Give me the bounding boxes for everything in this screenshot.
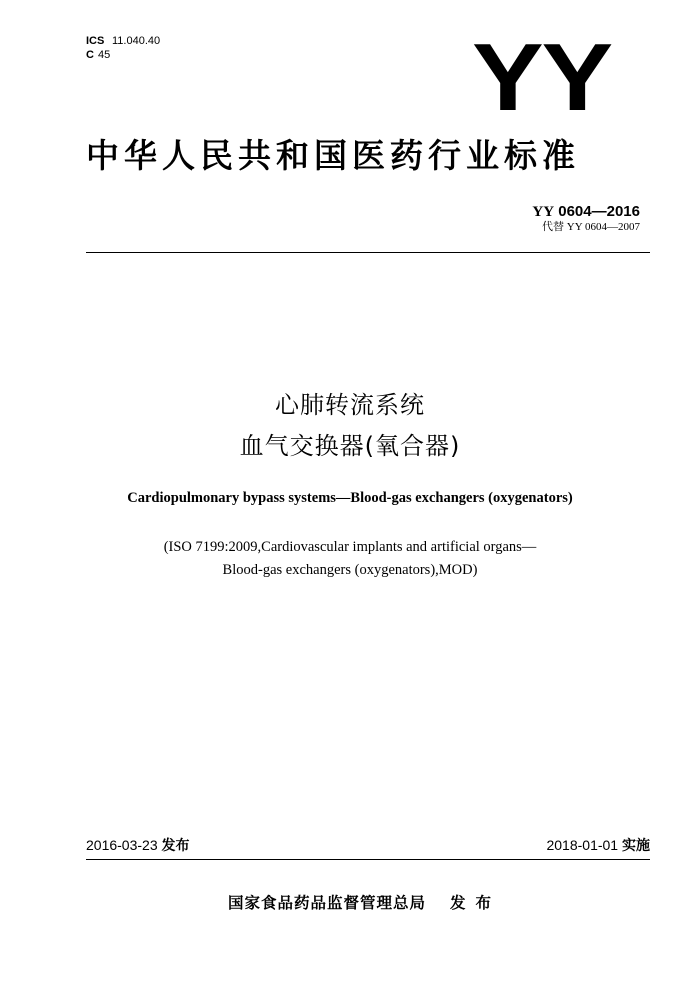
replaces-standard — [542, 221, 640, 234]
effective-date — [546, 836, 650, 855]
standard-number — [532, 203, 640, 221]
bottom-divider — [86, 859, 650, 860]
ics-code-row — [86, 34, 160, 48]
issuer — [228, 893, 501, 913]
yy-logo: YY — [472, 24, 611, 131]
iso-reference-line2: Blood-gas exchangers (oxygenators),MOD) — [222, 562, 478, 578]
ccs-label: C — [86, 49, 94, 61]
standard-prefix: YY — [532, 204, 555, 220]
issuer-name: 国家食品药品监督管理总局 — [228, 894, 427, 912]
title-zh-line2: 血气交换器(氧合器) — [239, 432, 461, 460]
effective-date-value: 2018-01-01 — [546, 837, 619, 853]
title-zh-line1: 心肺转流系统 — [275, 391, 425, 419]
iso-reference-line1: (ISO 7199:2009,Cardiovascular implants and artificial organs— — [163, 539, 537, 555]
replaces-label: 代替 — [542, 221, 565, 233]
issue-date — [86, 836, 190, 855]
issuer-action: 发布 — [450, 894, 502, 912]
classification-codes — [86, 34, 160, 62]
effective-date-label: 实施 — [622, 838, 650, 854]
issue-date-label: 发布 — [161, 838, 190, 854]
ccs-code-row — [86, 48, 160, 62]
title-en: Cardiopulmonary bypass systems—Blood-gas exchangers (oxygenators) — [127, 490, 573, 506]
ics-value: 11.040.40 — [112, 35, 161, 47]
ics-label: ICS — [86, 35, 105, 47]
replaces-value: YY 0604—2007 — [566, 221, 640, 233]
issuing-category-title: 中华人民共和国医药行业标准 — [86, 136, 580, 175]
standard-number-value: 0604—2016 — [558, 203, 640, 220]
ccs-value: 45 — [98, 49, 111, 61]
issue-date-value: 2016-03-23 — [86, 837, 158, 853]
top-divider — [86, 252, 650, 253]
